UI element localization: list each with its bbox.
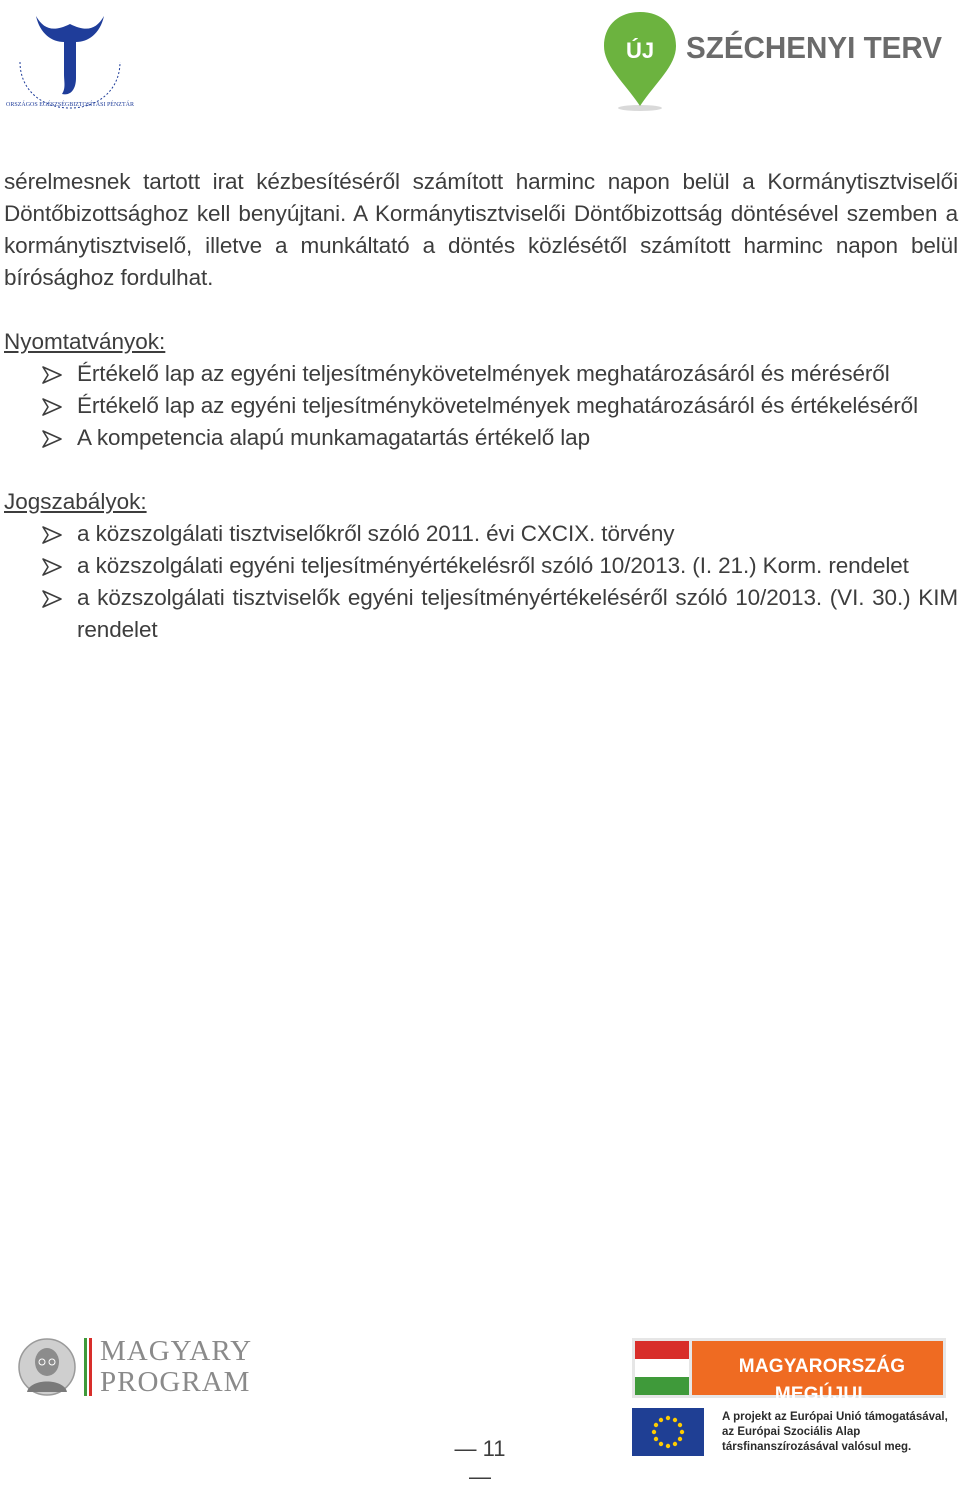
arrow-bullet-icon — [42, 590, 62, 608]
list-item — [4, 550, 958, 582]
forms-list — [4, 358, 958, 454]
magyary-program-logo — [18, 1334, 253, 1400]
list-item — [4, 358, 958, 390]
szechenyi-wordmark: SZÉCHENYI TERV — [686, 30, 943, 65]
eu-funding-text — [722, 1410, 958, 1455]
arrow-bullet-icon — [42, 558, 62, 576]
forms-heading: Nyomtatványok: — [4, 329, 166, 354]
page-number: — 11 — — [454, 1436, 506, 1489]
program-word: PROGRAM — [100, 1366, 251, 1398]
form-item-text: Értékelő lap az egyéni teljesítménykövetelmények meghatározásáról és értékeléséről — [77, 393, 918, 418]
oep-seal-text: ORSZÁGOS EGÉSZSÉGBIZTOSÍTÁSI PÉNZTÁR — [6, 102, 134, 108]
list-item — [4, 582, 958, 646]
list-item — [4, 422, 958, 454]
document-body — [4, 166, 958, 646]
list-item — [4, 518, 958, 550]
pin-text: ÚJ — [625, 38, 655, 63]
list-item — [4, 390, 958, 422]
eu-text-line: az Európai Szociális Alap — [722, 1426, 861, 1438]
oep-logo — [6, 8, 134, 112]
arrow-bullet-icon — [42, 366, 62, 384]
law-item-text: a közszolgálati tisztviselők egyéni teljesítményértékeléséről szóló 10/2013. (VI. 30.) KIM rendelet — [77, 585, 958, 642]
magyary-word: MAGYARY — [100, 1335, 253, 1367]
banner-text: MAGYARORSZÁG MEGÚJUL — [738, 1356, 906, 1405]
law-item-text: a közszolgálati egyéni teljesítményértékelésről szóló 10/2013. (I. 21.) Korm. rendelet — [77, 553, 909, 578]
laws-list — [4, 518, 958, 646]
portrait-medallion-icon — [18, 1336, 76, 1398]
eu-text-line: társfinanszírozásával valósul meg. — [722, 1441, 912, 1453]
uj-szechenyi-terv-logo — [600, 8, 950, 112]
arrow-bullet-icon — [42, 526, 62, 544]
arrow-bullet-icon — [42, 430, 62, 448]
law-item-text: a közszolgálati tisztviselőkről szóló 2011. évi CXCIX. törvény — [77, 521, 675, 546]
intro-paragraph: sérelmesnek tartott irat kézbesítéséről számított harminc napon belül a Kormánytisztviselői Döntőbizottsághoz kell benyújtani. A Kormánytisztviselői Döntőbizottság döntésével szemben a kormánytisztviselő, illetve a munkáltató a döntés közlésétől számított harminc napon belül bírósághoz fordulhat. — [4, 169, 958, 290]
eu-text-line: A projekt az Európai Unió támogatásával, — [722, 1411, 948, 1423]
form-item-text: Értékelő lap az egyéni teljesítménykövetelmények meghatározásáról és méréséről — [77, 361, 890, 386]
eu-flag-icon — [632, 1408, 704, 1456]
form-item-text: A kompetencia alapú munkamagatartás értékelő lap — [77, 425, 591, 450]
laws-heading: Jogszabályok: — [4, 489, 147, 514]
arrow-bullet-icon — [42, 398, 62, 416]
